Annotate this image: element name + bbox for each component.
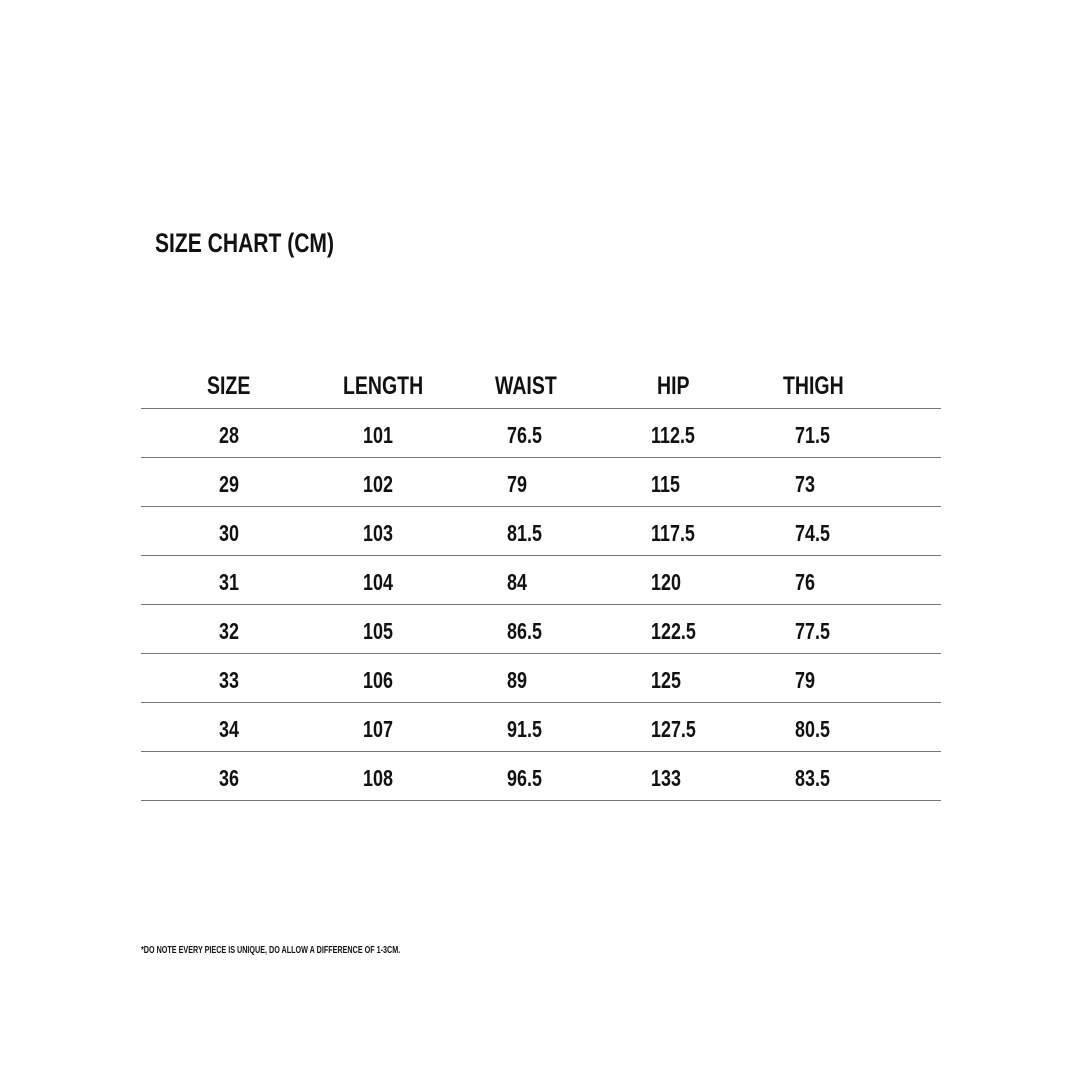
cell-waist: 79 [507, 471, 527, 497]
cell-hip: 133 [651, 765, 681, 791]
cell-size: 33 [219, 667, 239, 693]
table-row [141, 605, 941, 654]
cell-length: 108 [363, 765, 393, 791]
table-row [141, 409, 941, 458]
table-row [141, 752, 941, 801]
header-waist: WAIST [495, 372, 557, 400]
cell-waist: 91.5 [507, 716, 542, 742]
cell-length: 101 [363, 422, 393, 448]
cell-thigh: 83.5 [795, 765, 830, 791]
cell-waist: 86.5 [507, 618, 542, 644]
cell-length: 105 [363, 618, 393, 644]
cell-size: 31 [219, 569, 239, 595]
header-thigh: THIGH [783, 372, 844, 400]
cell-thigh: 80.5 [795, 716, 830, 742]
cell-hip: 112.5 [651, 422, 695, 448]
cell-hip: 117.5 [651, 520, 695, 546]
table-row [141, 654, 941, 703]
cell-thigh: 77.5 [795, 618, 830, 644]
table-header-row [141, 364, 941, 409]
header-hip: HIP [657, 372, 690, 400]
cell-thigh: 73 [795, 471, 815, 497]
cell-length: 102 [363, 471, 393, 497]
cell-size: 28 [219, 422, 239, 448]
header-size: SIZE [207, 372, 251, 400]
cell-length: 106 [363, 667, 393, 693]
cell-size: 32 [219, 618, 239, 644]
page-title: SIZE CHART (CM) [155, 228, 334, 258]
table-row [141, 556, 941, 605]
cell-thigh: 79 [795, 667, 815, 693]
cell-waist: 81.5 [507, 520, 542, 546]
cell-length: 104 [363, 569, 393, 595]
table-row [141, 507, 941, 556]
cell-waist: 84 [507, 569, 527, 595]
cell-size: 30 [219, 520, 239, 546]
cell-thigh: 71.5 [795, 422, 830, 448]
cell-hip: 125 [651, 667, 681, 693]
size-table [141, 364, 941, 801]
footnote: *DO NOTE EVERY PIECE IS UNIQUE, DO ALLOW A DIFFERENCE OF 1-3CM. [141, 945, 401, 956]
cell-waist: 76.5 [507, 422, 542, 448]
cell-size: 29 [219, 471, 239, 497]
cell-length: 103 [363, 520, 393, 546]
table-row [141, 458, 941, 507]
cell-hip: 115 [651, 471, 680, 497]
cell-size: 34 [219, 716, 239, 742]
cell-waist: 89 [507, 667, 527, 693]
cell-thigh: 76 [795, 569, 815, 595]
cell-hip: 120 [651, 569, 681, 595]
cell-thigh: 74.5 [795, 520, 830, 546]
cell-size: 36 [219, 765, 239, 791]
cell-hip: 127.5 [651, 716, 696, 742]
table-row [141, 703, 941, 752]
cell-length: 107 [363, 716, 393, 742]
header-length: LENGTH [343, 372, 424, 400]
cell-hip: 122.5 [651, 618, 696, 644]
cell-waist: 96.5 [507, 765, 542, 791]
